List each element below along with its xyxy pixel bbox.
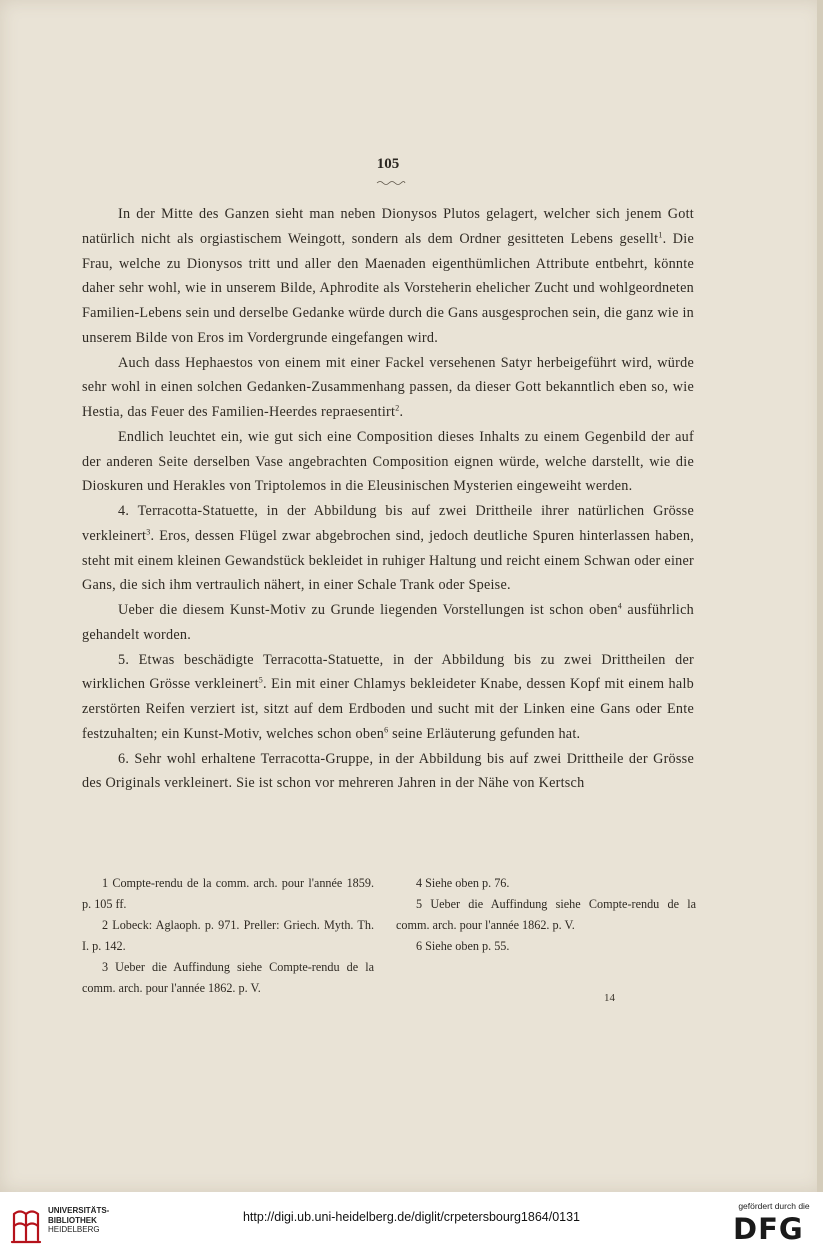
paragraph: 4. Terracotta-Statuette, in der Abbildung bis auf zwei Drittheile ihrer natürlichen Grösse verkleinert$^3$. Eros, dessen Flügel zwar abgebrochen sind, jedoch deutliche Spuren hinterlassen haben, steht mit einem kleinen Gewandstück bekleidet in ruhiger Haltung und reicht einem Schwan oder einer Gans, die sich ihm vertraulich nähert, in einer Schale Trank oder Speise.: [82, 503, 694, 594]
sheet-signature: 14: [604, 992, 615, 1004]
paragraph: In der Mitte des Ganzen sieht man neben Dionysos Plutos gelagert, welcher sich jenem Gott natürlich nicht als orgiastischem Weingott, sondern als dem Ordner gesitteten Lebens gesellt$^1$. Die Frau, welche zu Dionysos tritt und aller den Maenaden eigenthümlichen Attribute entbehrt, könnte daher sehr wohl, wie in unserem Bilde, Aphrodite als Vorsteherin ehelicher Zucht und wohlgeordneten Familien-Lebens sein und derselbe Gedanke würde durch die Gans ausgesprochen sein, die ganz wie in unserem Bilde von Eros im Vordergrunde eingefangen wird.: [82, 206, 694, 346]
footnotes-left-column: [82, 873, 374, 999]
page-edge-shadow: [817, 0, 823, 1192]
library-name: UNIVERSITÄTS- BIBLIOTHEK HEIDELBERG: [48, 1206, 110, 1234]
paragraph: 5. Etwas beschädigte Terracotta-Statuette, in der Abbildung bis zu zwei Drittheilen der wirklichen Grösse verkleinert$^5$. Ein mit einer Chlamys bekleideter Knabe, dessen Kopf mit einem halb zerstörten Reifen verziert ist, sitzt auf dem Erdboden und sucht mit der Linken eine Gans oder Ente festzuhalten; ein Kunst-Motiv, welches schon oben$^6$ seine Erläuterung gefunden hat.: [82, 651, 694, 742]
paragraph: Endlich leuchtet ein, wie gut sich eine Composition dieses Inhalts zu einem Gegenbild der auf der anderen Seite derselben Vase angebrachten Composition eignen würde, welche darstellt, wie die Dioskuren und Herakles von Triptolemos in die Eleusinischen Mysterien eingeweiht werden.: [82, 428, 694, 495]
footnote: 3 Ueber die Auffindung siehe Compte-rendu de la comm. arch. pour l'année 1862. p. V.: [82, 960, 374, 995]
footnote: 4 Siehe oben p. 76.: [416, 876, 510, 890]
permalink-url[interactable]: http://digi.ub.uni-heidelberg.de/diglit/crpetersbourg1864/0131: [242, 1210, 581, 1224]
paragraph: Ueber die diesem Kunst-Motiv zu Grunde liegenden Vorstellungen ist schon oben$^4$ ausführlich gehandelt worden.: [82, 601, 694, 643]
page-number-ornament: [376, 180, 406, 186]
footnote: 1 Compte-rendu de la comm. arch. pour l'année 1859. p. 105 ff.: [82, 876, 374, 911]
footnote: 6 Siehe oben p. 55.: [416, 939, 510, 953]
paragraph: 6. Sehr wohl erhaltene Terracotta-Gruppe, in der Abbildung bis auf zwei Drittheile der Grösse des Originals verkleinert. Sie ist schon vor mehreren Jahren in der Nähe von Kertsch: [82, 750, 694, 792]
body-text: [82, 202, 694, 796]
footnotes-right-column: [396, 873, 696, 957]
footnote: 5 Ueber die Auffindung siehe Compte-rendu de la comm. arch. pour l'année 1862. p. V.: [396, 897, 696, 932]
dfg-logo[interactable]: DFG: [733, 1212, 804, 1246]
paragraph: Auch dass Hephaestos von einem mit einer Fackel versehenen Satyr herbeigeführt wird, würde sehr wohl in einen solchen Gedanken-Zusammenhang passen, da dieser Gott bekanntlich eben so, wie Hestia, das Feuer des Familien-Heerdes repraesentirt$^2$.: [82, 354, 694, 420]
funded-by-label: gefördert durch die: [738, 1201, 810, 1211]
footnote: 2 Lobeck: Aglaoph. p. 971. Preller: Griech. Myth. Th. I. p. 142.: [82, 918, 374, 953]
page-number: 105: [376, 156, 400, 172]
